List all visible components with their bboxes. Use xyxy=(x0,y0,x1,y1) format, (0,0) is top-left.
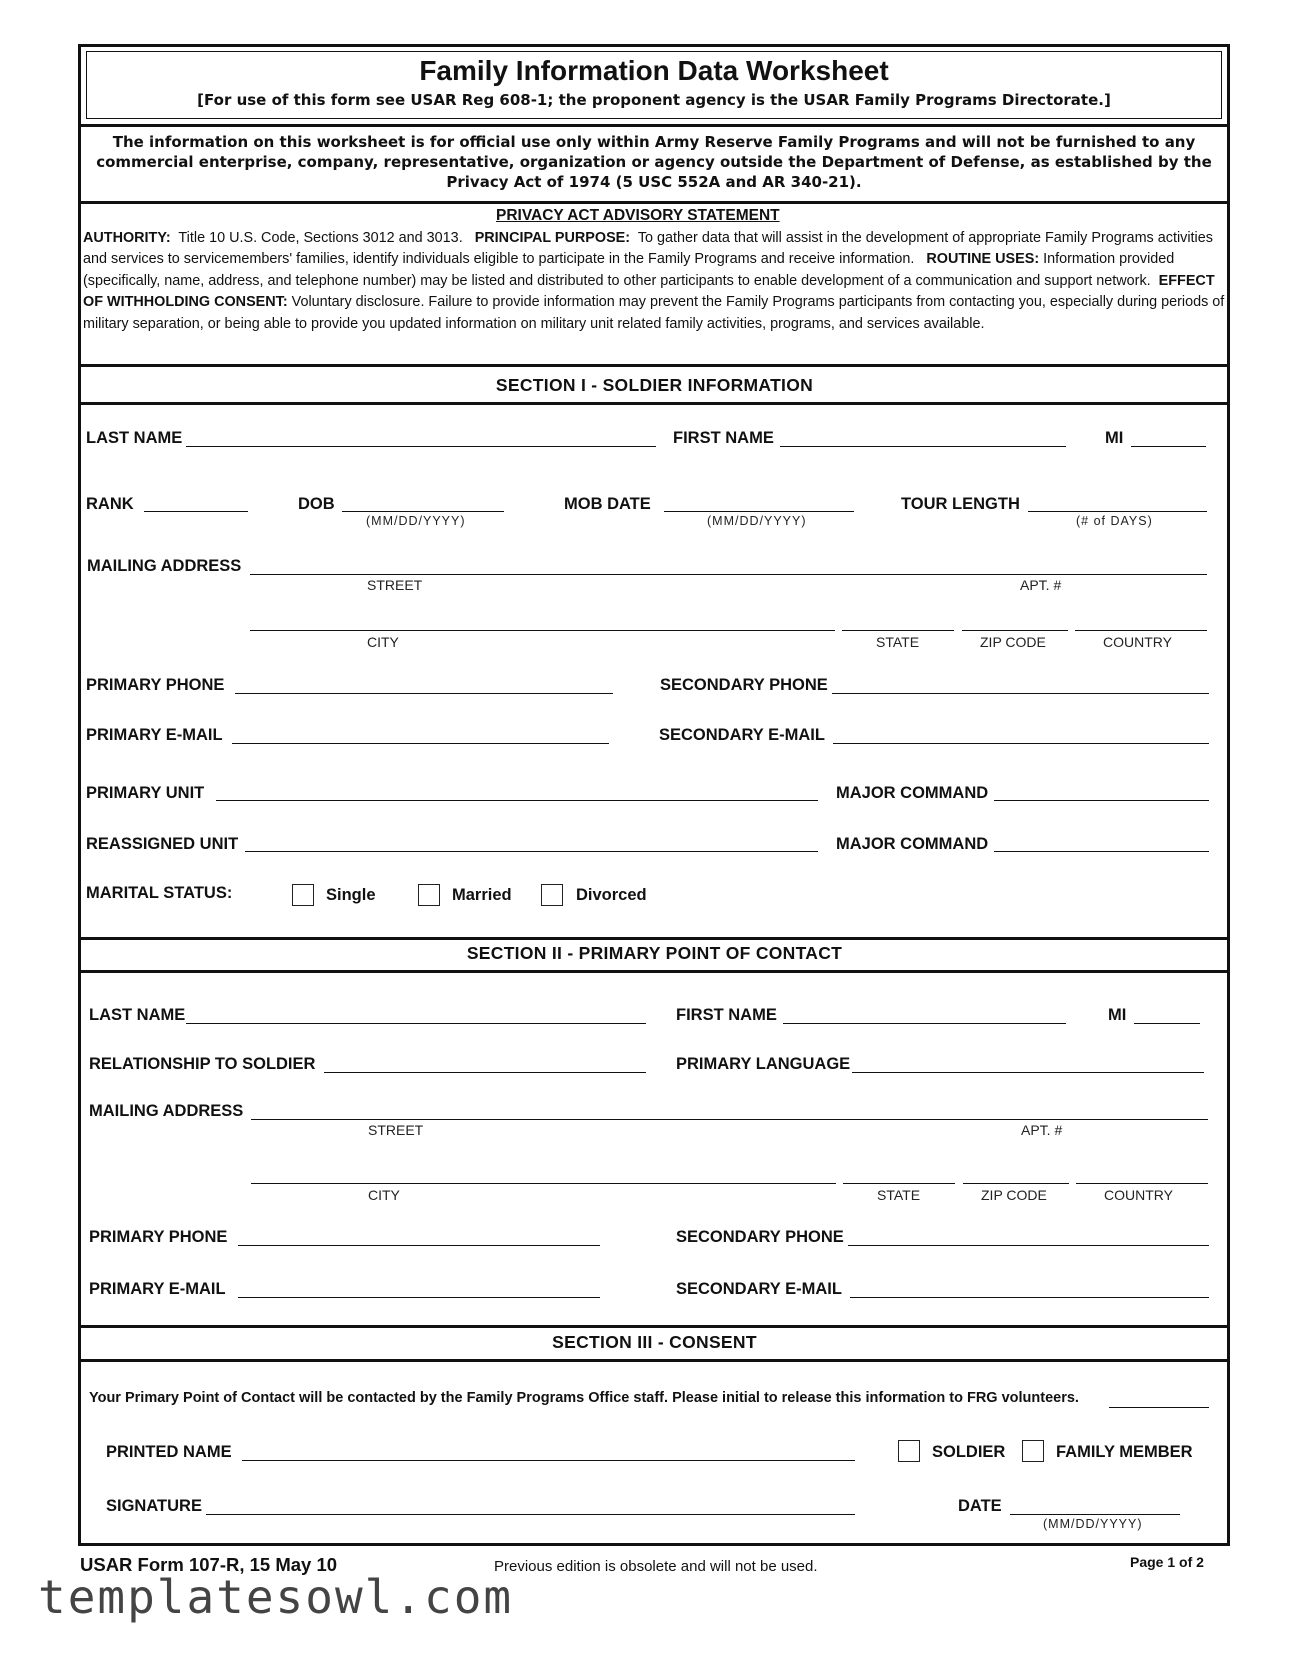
poc-secondary-phone-label: SECONDARY PHONE xyxy=(676,1228,844,1246)
soldier-primary-phone-input[interactable] xyxy=(235,673,613,695)
country-caption: COUNTRY xyxy=(1103,634,1172,650)
poc-mailing-address-label: MAILING ADDRESS xyxy=(89,1102,244,1120)
obsolete-notice: Previous edition is obsolete and will not be used. xyxy=(494,1558,818,1575)
notice-text xyxy=(86,132,1222,192)
poc-primary-phone-input[interactable] xyxy=(238,1225,600,1247)
tour-format-hint: (# of DAYS) xyxy=(1076,514,1153,528)
soldier-state-input[interactable] xyxy=(842,610,954,632)
family-member-checkbox[interactable] xyxy=(1022,1440,1044,1462)
soldier-country-input[interactable] xyxy=(1075,610,1207,632)
privacy-heading: PRIVACY ACT ADVISORY STATEMENT xyxy=(496,207,780,224)
printed-name-input[interactable] xyxy=(242,1440,855,1462)
soldier-secondary-phone-label: SECONDARY PHONE xyxy=(660,676,828,694)
section-1-heading: SECTION I - SOLDIER INFORMATION xyxy=(495,375,814,395)
dob-label: DOB xyxy=(298,495,335,513)
privacy-statement xyxy=(83,228,1228,335)
poc-city-input[interactable] xyxy=(251,1163,836,1185)
soldier-mailing-address-label: MAILING ADDRESS xyxy=(87,557,242,575)
authority-label: AUTHORITY: xyxy=(83,230,171,246)
soldier-last-name-label: LAST NAME xyxy=(86,429,183,447)
notice-line: commercial enterprise, company, representative, organization or agency outside the Department of Defense, as established by the xyxy=(96,153,1212,171)
routine-text: Information provided (specifically, name, address, and telephone number) may be listed and distributed to other participants to enable development of a communication and support network. xyxy=(83,251,1175,289)
divider xyxy=(78,1325,1230,1328)
soldier-primary-email-label: PRIMARY E-MAIL xyxy=(86,726,223,744)
purpose-text: To gather data that will assist in the development of appropriate Family Programs activities and services to servicemembers' families, identify individuals eligible to participate in the Family Programs and receive information. xyxy=(83,230,1213,268)
consent-initials-input[interactable] xyxy=(1109,1387,1209,1409)
notice-line: Privacy Act of 1974 (5 USC 552A and AR 340-21). xyxy=(446,173,862,191)
divider xyxy=(78,364,1230,367)
primary-language-input[interactable] xyxy=(852,1052,1204,1074)
rank-label: RANK xyxy=(86,495,134,513)
primary-unit-input[interactable] xyxy=(216,780,818,802)
divorced-label: Divorced xyxy=(576,886,647,904)
soldier-label: SOLDIER xyxy=(932,1443,1006,1461)
routine-label: ROUTINE USES: xyxy=(926,251,1040,268)
date-input[interactable] xyxy=(1010,1494,1180,1516)
zip-caption: ZIP CODE xyxy=(981,1187,1047,1203)
city-caption: CITY xyxy=(367,634,399,650)
poc-primary-phone-label: PRIMARY PHONE xyxy=(89,1228,228,1246)
street-caption: STREET xyxy=(367,577,423,593)
marital-status-label: MARITAL STATUS: xyxy=(86,884,233,902)
effect-text: Voluntary disclosure. Failure to provide information may prevent the Family Programs participants from contacting you, especially during periods of military separation, or being able to provide you updated information on military unit related family activities, programs, and services available. xyxy=(83,294,1225,332)
soldier-last-name-input[interactable] xyxy=(186,426,656,448)
single-label: Single xyxy=(326,886,376,904)
signature-input[interactable] xyxy=(206,1494,855,1516)
poc-primary-email-label: PRIMARY E-MAIL xyxy=(89,1280,226,1298)
mob-date-label: MOB DATE xyxy=(564,495,651,513)
soldier-first-name-label: FIRST NAME xyxy=(673,429,774,447)
poc-secondary-phone-input[interactable] xyxy=(848,1225,1209,1247)
tour-length-input[interactable] xyxy=(1028,491,1207,513)
notice-line: The information on this worksheet is for official use only within Army Reserve Family Programs and will not be furnished to any xyxy=(112,133,1196,151)
poc-first-name-input[interactable] xyxy=(783,1003,1066,1025)
apt-caption: APT. # xyxy=(1020,577,1062,593)
soldier-first-name-input[interactable] xyxy=(780,426,1066,448)
major-command-2-label: MAJOR COMMAND xyxy=(836,835,989,853)
divider xyxy=(78,124,1230,127)
page-number: Page 1 of 2 xyxy=(1130,1554,1204,1570)
soldier-mi-input[interactable] xyxy=(1131,426,1206,448)
authority-text: Title 10 U.S. Code, Sections 3012 and 3013. xyxy=(178,230,463,246)
country-caption: COUNTRY xyxy=(1104,1187,1173,1203)
poc-primary-email-input[interactable] xyxy=(238,1277,600,1299)
poc-street-input[interactable] xyxy=(251,1099,1208,1121)
poc-mi-input[interactable] xyxy=(1134,1003,1200,1025)
dob-input[interactable] xyxy=(342,491,504,513)
divider xyxy=(78,1359,1230,1362)
soldier-zip-input[interactable] xyxy=(962,610,1068,632)
poc-zip-input[interactable] xyxy=(963,1163,1069,1185)
state-caption: STATE xyxy=(877,1187,921,1203)
major-command-input[interactable] xyxy=(994,780,1209,802)
dob-format-hint: (MM/DD/YYYY) xyxy=(366,514,466,528)
single-checkbox[interactable] xyxy=(292,884,314,906)
soldier-city-input[interactable] xyxy=(250,610,835,632)
signature-label: SIGNATURE xyxy=(106,1497,202,1515)
purpose-label: PRINCIPAL PURPOSE: xyxy=(474,230,631,246)
city-caption: CITY xyxy=(368,1187,400,1203)
poc-secondary-email-input[interactable] xyxy=(850,1277,1209,1299)
tour-length-label: TOUR LENGTH xyxy=(901,495,1020,513)
date-label: DATE xyxy=(958,1497,1002,1515)
divider xyxy=(78,402,1230,405)
street-caption: STREET xyxy=(368,1122,424,1138)
soldier-secondary-email-input[interactable] xyxy=(833,723,1209,745)
soldier-secondary-phone-input[interactable] xyxy=(832,673,1209,695)
poc-last-name-label: LAST NAME xyxy=(89,1006,186,1024)
soldier-checkbox[interactable] xyxy=(898,1440,920,1462)
soldier-primary-phone-label: PRIMARY PHONE xyxy=(86,676,225,694)
effect-label: EFFECT OF WITHHOLDING CONSENT: xyxy=(83,272,1215,311)
printed-name-label: PRINTED NAME xyxy=(106,1443,232,1461)
rank-input[interactable] xyxy=(144,491,248,513)
relationship-input[interactable] xyxy=(324,1052,646,1074)
primary-unit-label: PRIMARY UNIT xyxy=(86,784,205,802)
major-command-label: MAJOR COMMAND xyxy=(836,784,989,802)
reassigned-unit-input[interactable] xyxy=(245,831,818,853)
divorced-checkbox[interactable] xyxy=(541,884,563,906)
apt-caption: APT. # xyxy=(1021,1122,1063,1138)
soldier-primary-email-input[interactable] xyxy=(232,723,609,745)
poc-secondary-email-label: SECONDARY E-MAIL xyxy=(676,1280,842,1298)
reassigned-unit-label: REASSIGNED UNIT xyxy=(86,835,239,853)
poc-state-input[interactable] xyxy=(843,1163,955,1185)
zip-caption: ZIP CODE xyxy=(980,634,1046,650)
major-command-2-input[interactable] xyxy=(994,831,1209,853)
divider xyxy=(78,937,1230,940)
married-checkbox[interactable] xyxy=(418,884,440,906)
page-subtitle: [For use of this form see USAR Reg 608-1; the proponent agency is the USAR Family Programs Directorate.] xyxy=(197,91,1111,109)
soldier-secondary-email-label: SECONDARY E-MAIL xyxy=(659,726,825,744)
poc-first-name-label: FIRST NAME xyxy=(676,1006,777,1024)
poc-last-name-input[interactable] xyxy=(186,1003,646,1025)
divider xyxy=(78,970,1230,973)
consent-text: Your Primary Point of Contact will be contacted by the Family Programs Office staff. Please initial to release this information to FRG volunteers. xyxy=(89,1390,1079,1406)
married-label: Married xyxy=(452,886,512,904)
state-caption: STATE xyxy=(876,634,920,650)
poc-mi-label: MI xyxy=(1108,1006,1127,1024)
soldier-street-input[interactable] xyxy=(250,554,1207,576)
divider xyxy=(78,201,1230,204)
section-2-heading: SECTION II - PRIMARY POINT OF CONTACT xyxy=(466,943,843,963)
family-member-label: FAMILY MEMBER xyxy=(1056,1443,1193,1461)
page-title: Family Information Data Worksheet xyxy=(419,55,889,86)
mob-date-input[interactable] xyxy=(664,491,854,513)
poc-country-input[interactable] xyxy=(1076,1163,1208,1185)
relationship-label: RELATIONSHIP TO SOLDIER xyxy=(89,1055,316,1073)
soldier-mi-label: MI xyxy=(1105,429,1124,447)
watermark: templatesowl.com xyxy=(38,1570,514,1624)
date-format-hint: (MM/DD/YYYY) xyxy=(1043,1517,1143,1531)
section-3-heading: SECTION III - CONSENT xyxy=(552,1332,757,1352)
mob-format-hint: (MM/DD/YYYY) xyxy=(707,514,807,528)
form-number: USAR Form 107-R, 15 May 10 xyxy=(80,1554,338,1575)
primary-language-label: PRIMARY LANGUAGE xyxy=(676,1055,851,1073)
